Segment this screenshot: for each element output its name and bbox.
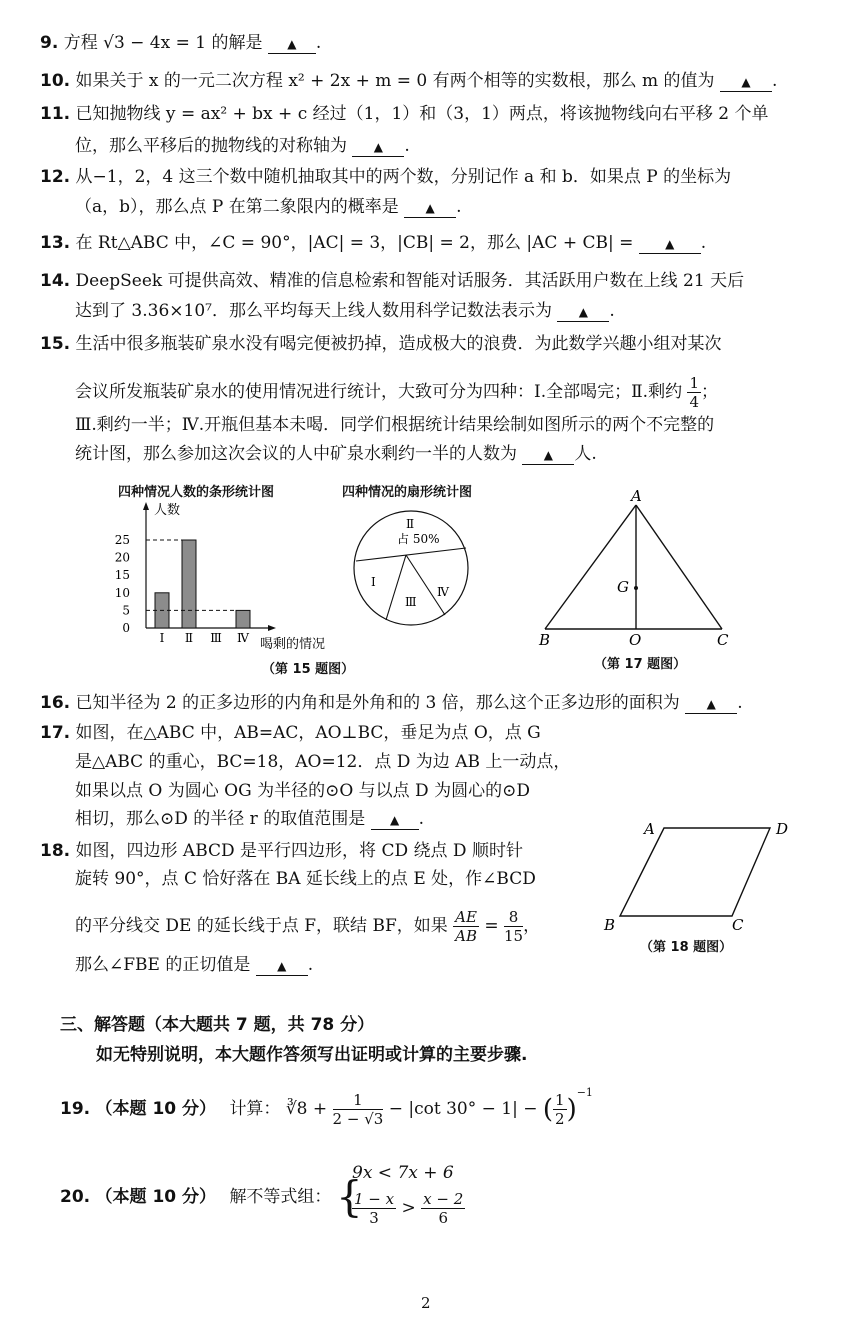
question-text: 是△ABC 的重心，BC=18，AO=12．点 D 为边 AB 上一动点， (75, 752, 571, 772)
pie-slice-i-border (386, 555, 406, 620)
y-tick-label: 0 (122, 621, 130, 635)
pie-chart-title: 四种情况的扇形统计图 (342, 485, 473, 500)
fraction-one-quarter (687, 374, 701, 411)
label-a: A (644, 820, 655, 838)
x-axis-arrow (268, 625, 276, 631)
label-c: C (732, 916, 744, 932)
inequality-1 (352, 1162, 454, 1184)
fraction-1-minus-x-over-3 (352, 1190, 396, 1227)
bar-4 (236, 610, 250, 628)
fraction-denominator: 4 (689, 393, 700, 411)
question-end: . (307, 955, 314, 975)
question-number: 17. (40, 723, 71, 743)
question-text: Ⅲ.剩约一半；Ⅳ.开瓶但基本未喝．同学们根据统计结果绘制如图所示的两个不完整的 (75, 415, 715, 435)
question-points: （本题 10 分） (95, 1187, 217, 1207)
question-12 (40, 166, 731, 188)
question-points: （本题 10 分） (95, 1099, 217, 1119)
question-text: 统计图，那么参加这次会议的人中矿泉水剩约一半的人数为 (75, 444, 517, 464)
question-text: 如果关于 x 的一元二次方程 x² + 2x + m = 0 有两个相等的实数根，那么 m 的值为 (75, 71, 715, 91)
answer-blank (404, 198, 456, 218)
parallelogram-abcd (620, 828, 770, 916)
question-18-line3 (75, 908, 540, 945)
triangle-marker: ▲ (390, 813, 400, 827)
question-18 (40, 840, 523, 862)
paren-right: ) (566, 1094, 577, 1125)
greater-than: > (401, 1198, 416, 1218)
label-a: A (631, 487, 642, 505)
question-text-end: ； (701, 382, 719, 402)
question-text: 位，那么平移后的抛物线的对称轴为 (75, 136, 347, 156)
question-18-line2 (75, 868, 536, 890)
pie-slice-ii-border (356, 548, 466, 561)
question-text: 方程 √3 − 4x = 1 的解是 (63, 33, 263, 53)
question-number: 19. (60, 1099, 91, 1119)
pie-label-ii: Ⅱ (406, 517, 415, 531)
label-g: G (617, 578, 629, 596)
figure-17-caption: （第 17 题图） (594, 657, 687, 672)
answer-blank (720, 72, 772, 92)
triangle-marker: ▲ (543, 448, 554, 462)
y-axis-arrow (143, 502, 149, 510)
triangle-marker: ▲ (665, 237, 675, 251)
question-number: 13. (40, 233, 71, 253)
question-11-line2 (75, 135, 410, 157)
side-ab (545, 505, 636, 629)
fraction-one-half (553, 1091, 567, 1128)
label-o: O (629, 631, 642, 649)
answer-blank (557, 302, 609, 322)
question-text: 会议所发瓶装矿泉水的使用情况进行统计，大致可分为四种：Ⅰ.全部喝完；Ⅱ.剩约 (75, 382, 683, 402)
question-end: . (456, 197, 462, 217)
y-tick-label: 25 (114, 533, 130, 547)
fraction-numerator: 8 (504, 908, 523, 927)
y-tick-label: 10 (114, 585, 130, 600)
question-number: 16. (40, 693, 71, 713)
question-13 (40, 232, 706, 254)
question-end: . (315, 33, 322, 53)
pie-label-i: Ⅰ (371, 575, 376, 589)
question-15-line3 (75, 414, 714, 436)
figure-15-caption: （第 15 题图） (262, 662, 355, 677)
question-number: 11. (40, 104, 71, 124)
triangle-marker: ▲ (741, 75, 751, 89)
question-number: 20. (60, 1187, 91, 1207)
answer-blank (522, 445, 574, 465)
fraction-x-minus-2-over-6 (421, 1190, 465, 1227)
fraction-numerator: 1 (555, 1091, 565, 1109)
question-end: . (404, 136, 410, 156)
question-number: 14. (40, 271, 71, 291)
page-number: 2 (421, 1294, 431, 1312)
question-number: 18. (40, 841, 71, 861)
point-g (634, 586, 638, 590)
fraction-denominator: AB (455, 927, 477, 945)
question-text: DeepSeek 可提供高效、精准的信息检索和智能对话服务．其活跃用户数在上线 21 天后 (75, 271, 745, 291)
label-c: C (717, 631, 729, 649)
figure-18-caption: （第 18 题图） (640, 940, 733, 955)
question-end: . (737, 693, 743, 713)
question-text: 旋转 90°，点 C 恰好落在 BA 延长线上的点 E 处，作∠BCD (75, 869, 536, 889)
question-10 (40, 70, 777, 92)
question-number: 15. (40, 334, 71, 354)
question-text-end: ， (523, 916, 541, 936)
figure-17-triangle (530, 485, 770, 650)
bar-2 (182, 540, 196, 628)
question-14-line2 (75, 300, 615, 322)
question-text: 那么∠FBE 的正切值是 (75, 955, 251, 975)
fraction-numerator: 1 − x (354, 1190, 395, 1208)
question-15-line4 (75, 443, 597, 465)
question-text: 在 Rt△ABC 中，∠C = 90°，|AC| = 3，|CB| = 2，那么 |AC + CB| = (75, 233, 634, 253)
triangle-marker: ▲ (373, 140, 384, 154)
label-b: B (604, 916, 616, 932)
question-text: 相切，那么⊙D 的半径 r 的取值范围是 (75, 809, 366, 829)
question-17 (40, 722, 541, 744)
fraction-denominator: 15 (504, 927, 524, 945)
figure-18-parallelogram (598, 812, 808, 932)
question-text: 达到了 3.36×10⁷．那么平均每天上线人数用科学记数法表示为 (75, 301, 552, 321)
question-text: 解不等式组： (229, 1187, 332, 1207)
triangle-marker: ▲ (578, 305, 588, 319)
y-tick-label: 15 (114, 568, 130, 583)
question-end: . (418, 809, 425, 829)
equals-sign: = (484, 916, 499, 936)
x-axis-label: 喝剩的情况 (260, 637, 326, 652)
triangle-marker: ▲ (287, 37, 297, 51)
bar-chart-title: 四种情况人数的条形统计图 (118, 485, 275, 500)
paren-left: ( (542, 1094, 554, 1125)
question-end: 人. (574, 444, 597, 464)
question-17-line2 (75, 751, 570, 773)
question-15 (40, 333, 722, 355)
y-axis-label: 人数 (154, 503, 181, 518)
system-brace: { (336, 1172, 363, 1221)
y-tick-label: 5 (122, 603, 130, 618)
fraction-denominator: 3 (369, 1209, 379, 1227)
fraction-numerator: AE (455, 908, 477, 926)
x-category-label: Ⅳ (237, 631, 249, 645)
question-17-line4 (75, 808, 424, 830)
x-category-label: Ⅰ (159, 631, 165, 645)
answer-blank (352, 137, 404, 157)
x-category-label: Ⅲ (210, 631, 222, 645)
math-expression: − |cot 30° − 1| − (388, 1099, 538, 1119)
math-expression: ∛8 + (285, 1099, 328, 1119)
fraction-ae-ab (453, 908, 479, 945)
question-number: 10. (40, 71, 71, 91)
pie-label-iv: Ⅳ (437, 585, 449, 599)
question-text: （a，b），那么点 P 在第二象限内的概率是 (75, 197, 399, 217)
question-end: . (700, 233, 707, 253)
question-17-line3 (75, 780, 530, 802)
question-text: 从−1，2，4 这三个数中随机抽取其中的两个数，分别记作 a 和 b．如果点 P 的坐标为 (75, 167, 732, 187)
fraction-numerator: 1 (333, 1091, 384, 1110)
question-text: 生活中很多瓶装矿泉水没有喝完便被扔掉，造成极大的浪费．为此数学兴趣小组对某次 (75, 334, 722, 354)
pie-annotation-50: 占 50% (397, 532, 440, 546)
question-15-line2 (75, 374, 718, 411)
question-end: . (609, 301, 615, 321)
inequality-2 (352, 1190, 465, 1227)
question-number: 9. (40, 33, 59, 53)
question-text: 的平分线交 DE 的延长线于点 F，联结 BF，如果 (75, 916, 448, 936)
question-20 (60, 1186, 331, 1208)
answer-blank (639, 234, 701, 254)
math-expression: 9x < 7x + 6 (352, 1163, 454, 1183)
question-9 (40, 32, 321, 54)
fraction-denominator: 2 − √3 (332, 1110, 384, 1128)
triangle-marker: ▲ (425, 201, 435, 215)
triangle-marker: ▲ (706, 697, 716, 711)
section-3-note: 如无特别说明，本大题作答须写出证明或计算的主要步骤. (96, 1045, 528, 1065)
question-12-line2 (75, 196, 462, 218)
pie-label-iii: Ⅲ (405, 595, 417, 609)
x-category-label: Ⅱ (184, 631, 194, 645)
fraction-denominator: 2 (555, 1110, 565, 1128)
answer-blank (685, 694, 737, 714)
answer-blank (371, 810, 419, 830)
bar-chart (110, 500, 340, 655)
y-tick-label: 20 (114, 550, 130, 565)
exponent: −1 (576, 1086, 593, 1099)
question-text: 计算： (229, 1099, 281, 1119)
question-11 (40, 103, 769, 125)
question-16 (40, 692, 743, 714)
fraction-numerator: 1 (689, 374, 700, 392)
question-text: 已知半径为 2 的正多边形的内角和是外角和的 3 倍，那么这个正多边形的面积为 (75, 693, 680, 713)
question-end: . (771, 71, 778, 91)
question-text: 如果以点 O 为圆心 OG 为半径的⊙O 与以点 D 为圆心的⊙D (75, 781, 530, 801)
fraction-1-over-2-minus-root3 (333, 1091, 384, 1128)
question-text: 如图，在△ABC 中，AB=AC，AO⊥BC，垂足为点 O，点 G (75, 723, 541, 743)
answer-blank (268, 34, 316, 54)
fraction-denominator: 6 (438, 1209, 448, 1227)
label-b: B (539, 631, 551, 649)
question-number: 12. (40, 167, 71, 187)
question-18-line4 (75, 954, 313, 976)
pie-chart (346, 503, 476, 633)
question-19 (60, 1082, 593, 1128)
fraction-8-15 (504, 908, 523, 945)
question-text: 已知抛物线 y = ax² + bx + c 经过（1，1）和（3，1）两点，将该抛物线向右平移 2 个单 (75, 104, 769, 124)
section-3-title: 三、解答题（本大题共 7 题，共 78 分） (60, 1015, 375, 1035)
label-d: D (776, 820, 789, 838)
side-ac (636, 505, 722, 629)
question-14 (40, 270, 744, 292)
triangle-marker: ▲ (277, 959, 287, 973)
question-text: 如图，四边形 ABCD 是平行四边形，将 CD 绕点 D 顺时针 (75, 841, 523, 861)
fraction-numerator: x − 2 (423, 1190, 464, 1208)
answer-blank (256, 956, 308, 976)
